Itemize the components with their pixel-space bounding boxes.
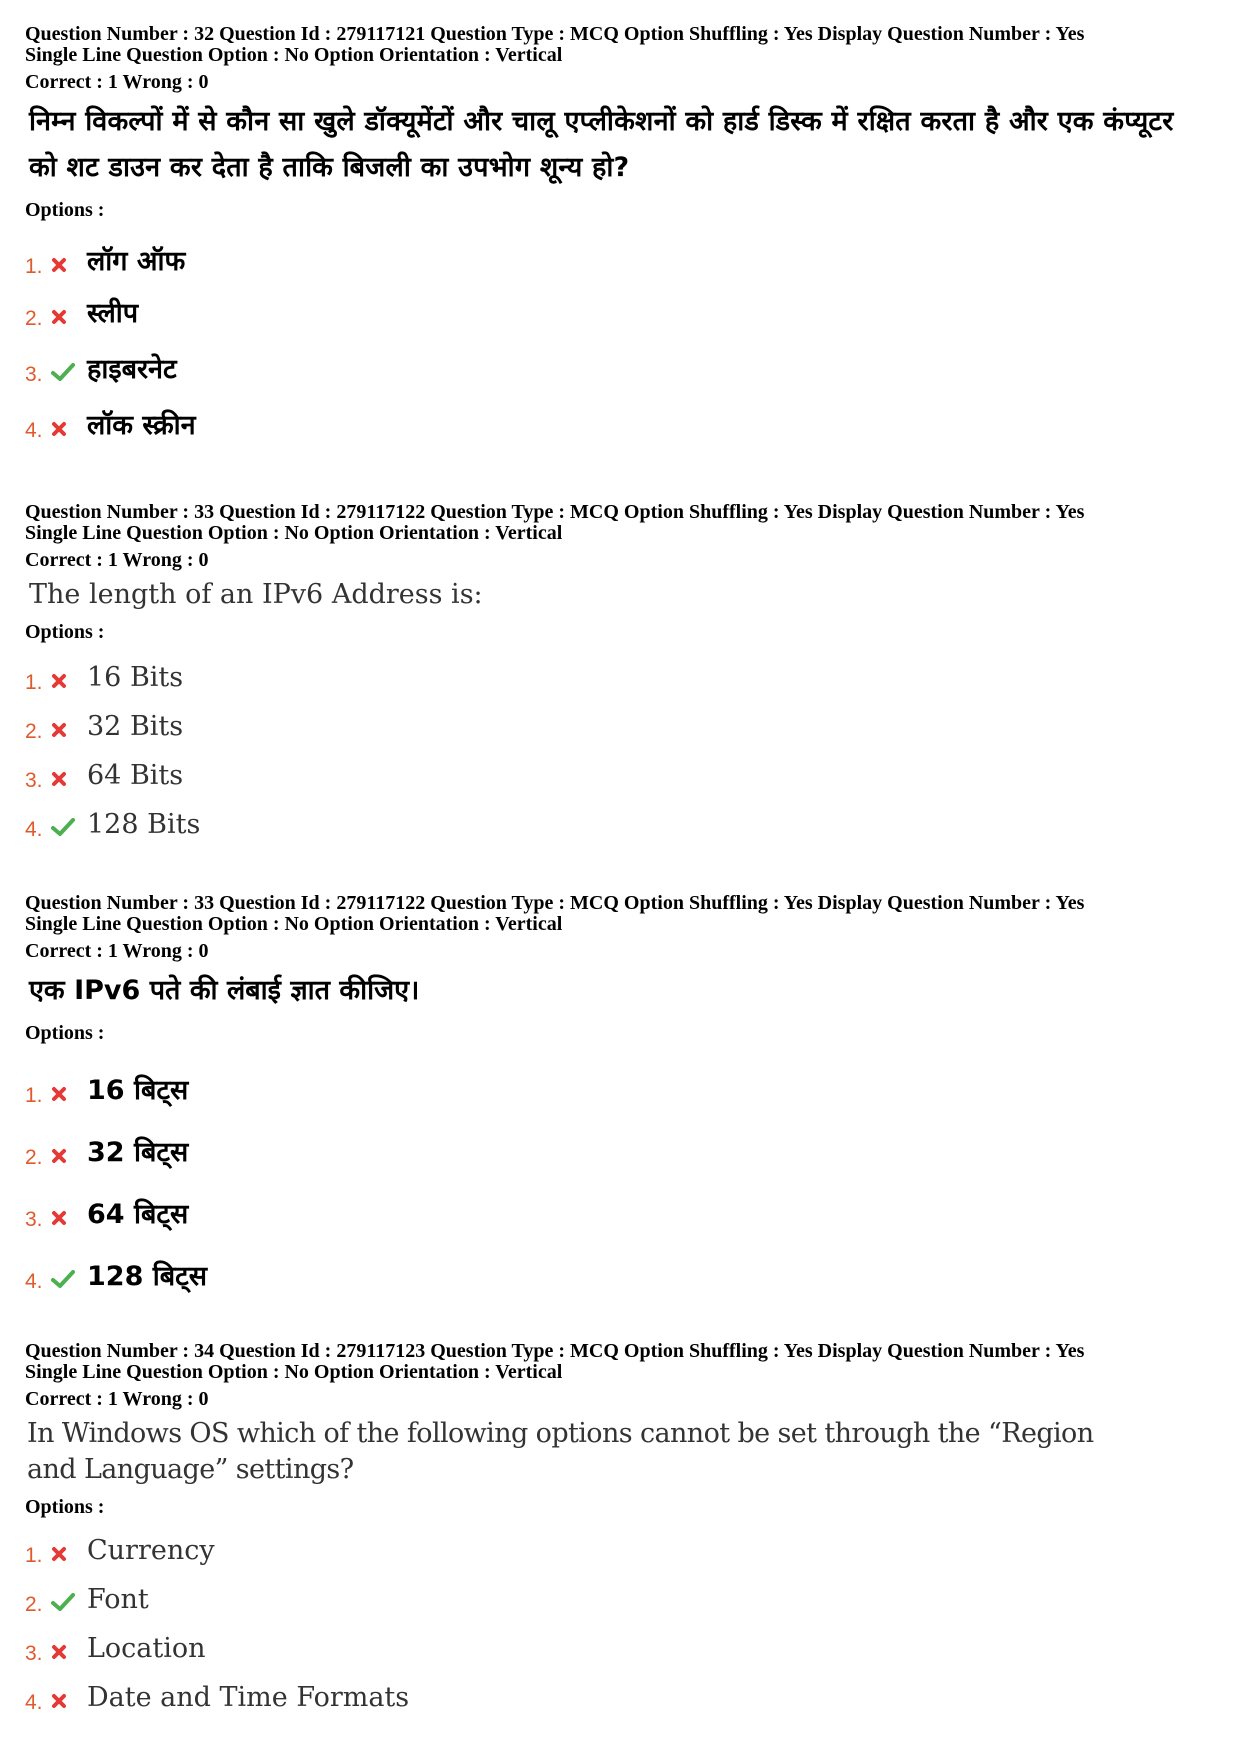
options-list	[25, 1050, 1205, 1294]
option-3	[25, 1617, 1205, 1666]
option-4	[25, 1666, 1205, 1715]
question-meta-line-1: Question Number : 32 Question Id : 279117121 Question Type : MCQ Option Shuffling : Yes Display Question Number : Yes	[25, 23, 1085, 45]
option-2	[25, 695, 1205, 744]
option-1	[25, 227, 1205, 279]
option-text: 16 Bits	[87, 662, 184, 693]
option-1	[25, 1524, 1205, 1568]
question-text: एक IPv6 पते की लंबाई ज्ञात कीजिए।	[29, 975, 420, 1006]
option-2	[25, 279, 1205, 331]
option-number: 4.	[25, 419, 43, 442]
option-text: 64 Bits	[87, 760, 184, 791]
option-text: स्लीप	[87, 298, 139, 329]
question-line-1: In Windows OS which of the following options cannot be set through the “Region	[27, 1418, 1094, 1449]
option-4	[25, 1232, 1205, 1294]
option-text: 128 बिट्स	[87, 1261, 208, 1292]
option-3	[25, 331, 1205, 387]
wrong-icon	[51, 722, 87, 744]
option-number: 2.	[25, 1593, 43, 1616]
wrong-icon	[51, 673, 87, 695]
option-2	[25, 1568, 1205, 1617]
question-meta-line-2: Single Line Question Option : No Option Orientation : Vertical	[25, 522, 563, 544]
wrong-icon	[51, 771, 87, 793]
question-meta-line-1: Question Number : 34 Question Id : 279117123 Question Type : MCQ Option Shuffling : Yes Display Question Number : Yes	[25, 1340, 1085, 1362]
wrong-icon	[51, 1148, 87, 1170]
wrong-icon	[51, 1210, 87, 1232]
question-meta-line-1: Question Number : 33 Question Id : 279117122 Question Type : MCQ Option Shuffling : Yes Display Question Number : Yes	[25, 892, 1085, 914]
question-block-32	[25, 24, 1205, 443]
question-block-34	[25, 1341, 1205, 1715]
wrong-icon	[51, 1693, 87, 1715]
correct-icon	[51, 1593, 87, 1617]
wrong-icon	[51, 1546, 87, 1568]
options-list	[25, 227, 1205, 443]
option-text: 32 Bits	[87, 711, 184, 742]
question-line-2: and Language” settings?	[27, 1454, 354, 1485]
option-3	[25, 744, 1205, 793]
option-text: लॉग ऑफ	[87, 246, 186, 277]
option-text: लॉक स्क्रीन	[87, 410, 196, 441]
option-text: 32 बिट्स	[87, 1137, 189, 1168]
correct-wrong-marks: Correct : 1 Wrong : 0	[25, 940, 209, 962]
option-text: हाइबरनेट	[87, 354, 177, 385]
wrong-icon	[51, 1644, 87, 1666]
option-text: 16 बिट्स	[87, 1075, 189, 1106]
question-text	[27, 1416, 1205, 1488]
option-number: 3.	[25, 769, 43, 792]
option-number: 3.	[25, 363, 43, 386]
correct-wrong-marks: Correct : 1 Wrong : 0	[25, 549, 209, 571]
question-meta-line-2: Single Line Question Option : No Option Orientation : Vertical	[25, 44, 563, 66]
correct-icon	[51, 818, 87, 842]
wrong-icon	[51, 257, 87, 279]
option-number: 1.	[25, 671, 43, 694]
question-block-33-hi	[25, 893, 1205, 1294]
option-number: 3.	[25, 1208, 43, 1231]
wrong-icon	[51, 1086, 87, 1108]
option-1	[25, 649, 1205, 695]
option-number: 2.	[25, 1146, 43, 1169]
options-label: Options :	[25, 199, 105, 221]
question-meta-line-2: Single Line Question Option : No Option Orientation : Vertical	[25, 913, 563, 935]
option-text: Currency	[87, 1535, 215, 1566]
option-2	[25, 1108, 1205, 1170]
correct-wrong-marks: Correct : 1 Wrong : 0	[25, 71, 209, 93]
option-text: Date and Time Formats	[87, 1682, 410, 1713]
option-3	[25, 1170, 1205, 1232]
correct-icon	[51, 1270, 87, 1294]
option-text: Location	[87, 1633, 206, 1664]
option-1	[25, 1050, 1205, 1108]
options-list	[25, 1524, 1205, 1715]
question-meta-line-2: Single Line Question Option : No Option Orientation : Vertical	[25, 1361, 563, 1383]
option-text: 64 बिट्स	[87, 1199, 189, 1230]
options-label: Options :	[25, 1496, 105, 1518]
options-list	[25, 649, 1205, 842]
wrong-icon	[51, 421, 87, 443]
option-number: 2.	[25, 720, 43, 743]
options-label: Options :	[25, 1022, 105, 1044]
option-text: 128 Bits	[87, 809, 201, 840]
option-number: 4.	[25, 1691, 43, 1714]
option-4	[25, 387, 1205, 443]
option-number: 4.	[25, 818, 43, 841]
option-4	[25, 793, 1205, 842]
option-text: Font	[87, 1584, 149, 1615]
question-text: निम्न विकल्पों में से कौन सा खुले डॉक्यूमेंटों और चालू एप्लीकेशनों को हार्ड डिस्क में रक्षित करता है और एक कंप्यूटर को शट डाउन कर देता है ताकि बिजली का उपभोग शून्य हो?	[29, 106, 1174, 183]
question-block-33-en	[25, 502, 1205, 842]
question-meta-line-1: Question Number : 33 Question Id : 279117122 Question Type : MCQ Option Shuffling : Yes Display Question Number : Yes	[25, 501, 1085, 523]
option-number: 3.	[25, 1642, 43, 1665]
option-number: 4.	[25, 1270, 43, 1293]
options-label: Options :	[25, 621, 105, 643]
option-number: 1.	[25, 1544, 43, 1567]
question-text: The length of an IPv6 Address is:	[29, 579, 483, 610]
option-number: 1.	[25, 1084, 43, 1107]
correct-wrong-marks: Correct : 1 Wrong : 0	[25, 1388, 209, 1410]
option-number: 2.	[25, 307, 43, 330]
correct-icon	[51, 363, 87, 387]
wrong-icon	[51, 309, 87, 331]
option-number: 1.	[25, 255, 43, 278]
